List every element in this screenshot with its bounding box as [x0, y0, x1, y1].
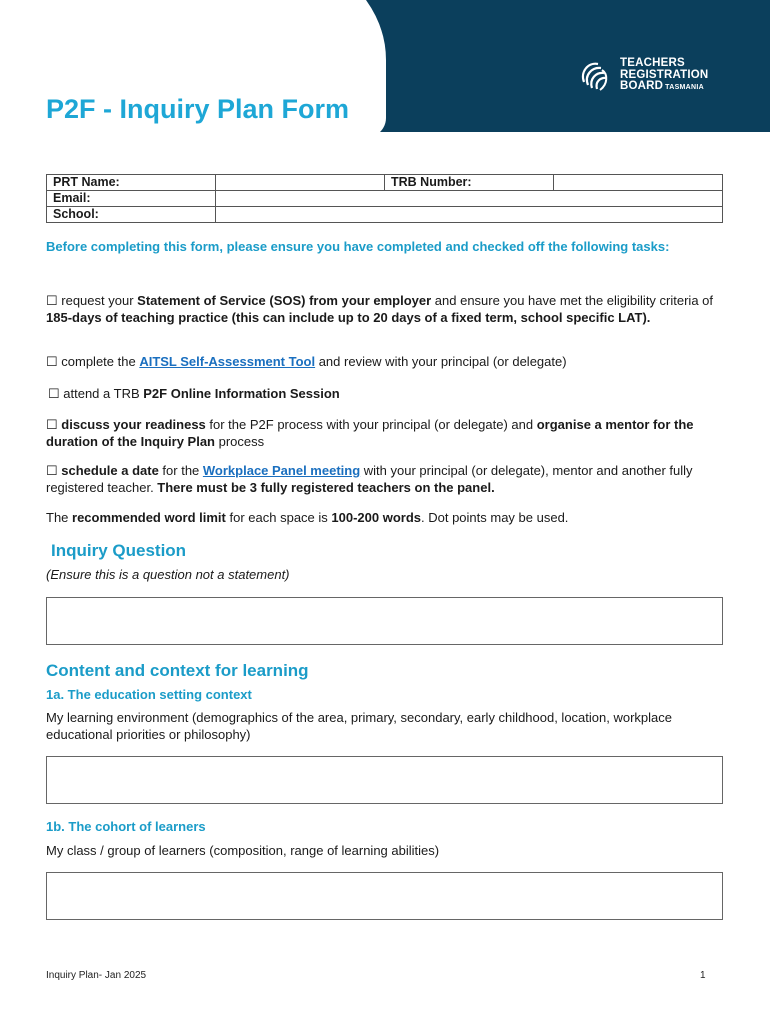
word-limit-note: The recommended word limit for each space is 100-200 words. Dot points may be used. — [46, 510, 569, 525]
checkbox-icon[interactable]: ☐ — [48, 386, 60, 401]
swirl-logo-icon — [578, 58, 614, 94]
email-field[interactable] — [216, 191, 723, 207]
school-label: School: — [47, 207, 216, 223]
aitsl-tool-link[interactable]: AITSL Self-Assessment Tool — [139, 354, 316, 369]
intro-instruction: Before completing this form, please ensure you have completed and checked off the following tasks: — [46, 239, 670, 254]
prt-name-field[interactable] — [216, 175, 385, 191]
checkbox-icon[interactable]: ☐ — [46, 354, 58, 369]
checkbox-icon[interactable]: ☐ — [46, 293, 58, 308]
trb-number-field[interactable] — [554, 175, 723, 191]
logo-wordmark: TEACHERS REGISTRATION BOARD TASMANIA — [620, 57, 709, 92]
section-1b-input[interactable] — [46, 872, 723, 920]
school-field[interactable] — [216, 207, 723, 223]
checkbox-icon[interactable]: ☐ — [46, 463, 58, 478]
task-aitsl: ☐ complete the AITSL Self-Assessment Tool and review with your principal (or delegate) — [46, 354, 567, 369]
inquiry-question-input[interactable] — [46, 597, 723, 645]
trb-number-label: TRB Number: — [385, 175, 554, 191]
section-1a-description: My learning environment (demographics of the area, primary, secondary, early childhood, location, workplace educational priorities or philosophy) — [46, 710, 672, 742]
inquiry-question-heading: Inquiry Question — [51, 541, 187, 560]
prt-name-label: PRT Name: — [47, 175, 216, 191]
section-1a-input[interactable] — [46, 756, 723, 804]
inquiry-question-hint: (Ensure this is a question not a statement) — [46, 567, 290, 582]
section-1b-description: My class / group of learners (composition, range of learning abilities) — [46, 843, 440, 858]
section-1a-heading: 1a. The education setting context — [46, 687, 252, 702]
email-label: Email: — [47, 191, 216, 207]
task-info-session: ☐ attend a TRB P2F Online Information Session — [48, 386, 340, 401]
page-title: P2F - Inquiry Plan Form — [46, 94, 350, 124]
section-1b-heading: 1b. The cohort of learners — [46, 819, 206, 834]
applicant-info-table — [46, 174, 723, 223]
footer-label: Inquiry Plan- Jan 2025 — [46, 970, 147, 981]
content-context-heading: Content and context for learning — [46, 661, 309, 680]
trb-logo — [578, 58, 728, 94]
workplace-panel-link[interactable]: Workplace Panel meeting — [202, 463, 361, 478]
page-number: 1 — [700, 970, 706, 981]
checkbox-icon[interactable]: ☐ — [46, 417, 58, 432]
task-sos: ☐ request your Statement of Service (SOS) from your employer and ensure you have met the eligibility criteria of 185-days of teaching practice (this can include up to 20 days of a fixed term, school specific LAT). — [46, 293, 714, 325]
task-readiness: ☐ discuss your readiness for the P2F process with your principal (or delegate) and organise a mentor for the duration of the Inquiry Plan process — [46, 417, 694, 449]
task-panel-date: ☐ schedule a date for the Workplace Panel meeting with your principal (or delegate), mentor and another fully registered teacher. There must be 3 fully registered teachers on the panel. — [46, 463, 693, 495]
